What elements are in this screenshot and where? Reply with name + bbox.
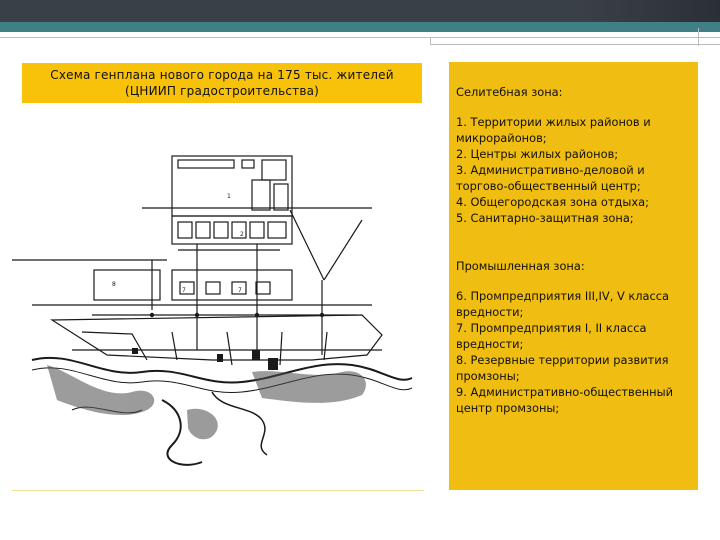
list-item: 6. Промпредприятия III,IV, V класса вредности; [456, 289, 670, 319]
plan-caption [22, 63, 422, 103]
decorative-tick [430, 37, 431, 45]
decorative-line [430, 44, 720, 45]
list-item: 3. Административно-деловой и торгово-общественный центр; [456, 163, 645, 193]
list-item: 7. Промпредприятия I, II класса вредности; [456, 321, 647, 351]
residential-zone-heading: Селитебная зона: [456, 85, 563, 99]
master-plan-drawing [12, 110, 424, 490]
master-plan-svg [12, 110, 424, 490]
list-item: 1. Территории жилых районов и микрорайонов; [456, 115, 651, 145]
header-accent-stripe [0, 22, 720, 32]
decorative-line [0, 37, 720, 38]
plan-label: 7 [182, 287, 186, 294]
industrial-zone-heading: Промышленная зона: [456, 259, 585, 273]
list-item: 8. Резервные территории развития промзоны; [456, 353, 669, 383]
residential-zone-list [456, 114, 690, 226]
list-item: 4. Общегородская зона отдыха; [456, 195, 649, 209]
plan-label: 8 [112, 281, 116, 288]
industrial-zone-outline [52, 315, 382, 360]
list-item: 2. Центры жилых районов; [456, 147, 619, 161]
plan-label: 7 [238, 287, 242, 294]
caption-line-2: (ЦНИИП градостроительства) [124, 84, 320, 98]
list-item: 5. Санитарно-защитная зона; [456, 211, 634, 225]
plan-label: 1 [227, 193, 231, 200]
plan-bottom-border [12, 490, 424, 491]
caption-line-1: Схема генплана нового города на 175 тыс. жителей [50, 68, 394, 82]
industrial-zone-list [456, 288, 690, 416]
decorative-tick [698, 28, 699, 46]
header-bar [0, 0, 720, 22]
plan-label: 2 [240, 231, 244, 238]
residential-block [94, 270, 160, 300]
list-item: 9. Административно-общественный центр промзоны; [456, 385, 674, 415]
legend-panel [449, 62, 698, 490]
